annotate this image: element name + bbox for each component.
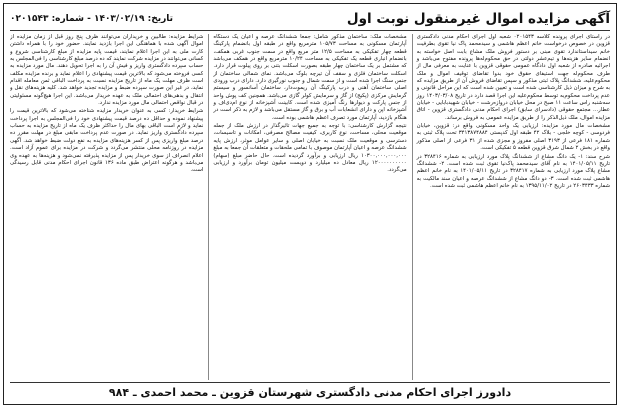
paragraph: شرح سند: ۱- یک دانگ مشاع از ششدانگ پلاک مورد ارزیابی به شماره ۳۲۸۴۱۶ در تاریخ ۱۴۰۱/۰۵/۱۱ به نام آقای سیدمحمد پاک‌نیا تقوی ثبت شده است. ۲- ششدانگ مشاع پلاک مورد ارزیابی به شماره ۳۲۸۴۱۷ در تاریخ ۱۴۰۱/۰۵/۱۱ به نام خانم اعظم هاشمی ثبت شده است. ۳- دو دانگ مشاع از ششدانگ عرصه و اعیان سند مالکیت به شماره ۲۶۰۳۴۳۳ در تاریخ ۱۳۹۵/۱۱/۰۲ به نام خانم اعظم هاشمی ثبت شده است. — [416, 153, 610, 189]
notice-body — [10, 34, 610, 380]
paragraph: نتیجه گزارش کارشناسی: با توجه به جمیع جهات تاثیرگذار در ارزش ملک از جمله موقعیت محلی، مساحت، نوع کاربری، کیفیت مصالح مصرفی، امکانات و تاسیسات، دسترسی و موقعیت ملک نسبت به خیابان اصلی و سایر عوامل موثر، ارزش پایه ششدانگ عرصه و اعیان آپارتمان موصوف با تمامی ملحقات و متعلقات آن جمعا به مبلغ ۱۰۳۰۰,۰۰۰,۰۰۰,۰۰۰ ریال ارزیابی و برآورد گردیده است. حال حاضر مبلغ (سهام) ۱۲۰۰۰۰۰۰۰۰۰۰ ریال معادل ده میلیارد و دویست میلیون تومان برآورد و ارزیابی می‌گردد. — [213, 123, 407, 174]
paragraph: شرایط خریدار: کسی به عنوان خریدار مزایده شناخته می‌شود که بالاترین قیمت را پیشنهاد نموده و حداقل ده درصد قیمت پیشنهادی خود را فی‌المجلس به اجرا پرداخت نماید و لازم است الباقی بهای مال را حداکثر ظرف یک ماه از تاریخ مزایده به حساب سپرده دادگستری واریز نماید. در صورت عدم پرداخت مابقی مبلغ در مهلت مقرر ده درصد مبلغ واریزی پس از کسر هزینه‌های مزایده به نفع دولت ضبط خواهد شد. آگهی مزایده در روزنامه محلی منتشر می‌گردد و شرکت در مزایده برای عموم آزاد است. اعلام انصراف از سوی خریدار پس از مزایده پذیرفته نمی‌شود و هزینه‌ها به عهده وی می‌باشد و هرگونه اعتراض طبق ماده ۱۳۶ قانون اجرای احکام مدنی قابل رسیدگی است. — [10, 108, 204, 174]
paragraph: مشخصات ملک: ساختمان مذکور شامل: جمعا ششدانگ عرصه و اعیان یک دستگاه آپارتمان مسکونی به مساحت ۱۰۵/۷۳ مترمربع واقع در طبقه اول بانضمام پارکینگ قطعه چهار تفکیکی به مساحت ۱۲/۵ متر مربع واقع در سمت جنوب غربی همکف، بانضمام انباری قطعه یک تفکیکی به مساحت ۱۰/۲۴ مترمربع واقع در همکف می‌باشد که مشتمل بر یک ساختمان چهار طبقه بصورت اسکلت بتنی بر روی پیلوت قرار دارد. اسکلت ساختمان فلزی و سقف آن تیرچه بلوک می‌باشد. نمای شمالی ساختمان از جنس سنگ اجرا شده است و از سمت شمال و جنوب نورگیری دارد. دارای درب ورودی اصلی ساختمان آهنی و درب پارکینگ آن ریموت‌دار، ساختمان آسانسور و سیستم گرمایش مرکزی (پکیج) از گاز و سرمایش کولر گازی می‌باشد. همچنین کف پوش واحد از جنس پارکت و دیوارها رنگ آمیزی شده است. کابینت آشپزخانه از نوع ام‌دی‌اف و آشپزخانه اپن و دارای انشعابات آب و برق و گاز مستقل می‌باشد و لازم به ذکر است در هنگام بازدید، آپارتمان مورد تصرف اعظم هاشمی بوده است. — [213, 34, 407, 121]
paragraph: شرایط مزایده: طالبین و خریداران می‌توانند ظرف پنج روز قبل از زمان مزایده از اموال آگهی شده با هماهنگی این اجرا بازدید نمایند. حضور خود را با همراه داشتن کارت ملی به این اجرا اعلام نمایند، قیمت پایه مزایده از مبلغ کارشناسی شروع و کسانی می‌توانند در مزایده شرکت نمایند که ده درصد مبلغ کارشناسی را فی‌المجلس به حساب سپرده دادگستری واریز و فیش آن را به اجرا تحویل دهند. مال مورد مزایده به کسی فروخته می‌شود که بالاترین قیمت پیشنهادی را اعلام نماید و برنده مزایده مکلف است ظرف مهلت یک ماه از تاریخ مزایده نسبت به پرداخت الباقی ثمن معامله اقدام نماید، در غیر این صورت سپرده ضبط و مزایده تجدید خواهد شد. کلیه هزینه‌های نقل و انتقال و بدهی‌های احتمالی ملک به عهده خریدار می‌باشد. این اجرا هیچ‌گونه مسئولیتی در قبال نواقص احتمالی مال مورد مزایده ندارد. — [10, 34, 204, 107]
column-right — [412, 34, 610, 380]
notice-header — [10, 8, 610, 31]
notice-date-number: تاریخ: ۱۴۰۳/۰۲/۱۹ - شماره: ۰۲۰۱۵۴۳ — [10, 14, 174, 24]
notice-footer: دادورز اجرای احکام مدنی دادگستری شهرستان قزوین ـ محمد احمدی ـ ۹۸۴ — [10, 382, 610, 401]
column-middle — [208, 34, 406, 380]
notice-title: آگهی مزایده اموال غیرمنقول نوبت اول — [346, 11, 610, 27]
column-left — [10, 34, 203, 380]
paragraph: مشخصات مال مورد مزایده: ارزیابی یک واحد مسکونی واقع در: قزوین، خیابان فردوسی - کوچه خلجی - بلاک ۴۲ طبقه اول کدپستی ۳۴۱۳۸۷۴۸۸۴ تحت پلاک ثبتی به شماره ۱۸۱ فرعی از ۳۱۹۳ اصلی مفروز و مجزی شده از ۳۱ فرعی از اصلی مذکور واقع در بخش ۲ شمال شرق قزوین قطعه ۵ تفکیکی است. — [416, 123, 610, 152]
paragraph: در راستای اجرای پرونده کلاسه ۰۲۰۱۵۴۳ شعبه اول اجرای احکام مدنی دادگستری قزوین در خصوص درخواست خانم اعظم هاشمی و سیدمحمد پاک نیا تقوی بطرفیت خانم سیداستاندارد تقوی مبنی بر دستور فروش ملک مشاع بابت اصل خواسته به انضمام سایر هزینه‌ها و تیم‌عشر دولتی در حق محکوم‌له‌ها پرونده مفتوح می‌باشد و اجرائیه صادره از شعبه اول دادگاه عمومی حقوقی قزوین با عنایت به معرفی مال از طرف محکوم‌له جهت استیفای حقوق خود بدوا تقاضای توقیف اموال و ملک محکوم‌علیه، ششدانگ پلاک ثبتی مذکور و سپس تقاضای فروش آن از طریق مزایده که به شرح و میزان ذیل کارشناسی شده است و تعیین شده است که این مراحل قانونی و عدم پرداخت محکوم‌به توسط محکوم‌علیه این اجرا قصد دارد در تاریخ ۱۴۰۳/۰۳/۰۸ روز سه‌شنبه راس ساعت ۱۱ صبح در محل خیابان دروازه‌رشت - خیابان شهیدبابایی - خیابان عطار... مجتمع حقوقی (دادسرای سابق) اجرای احکام مدنی دادگستری قزوین - اتاق مزایده اموال، ملک ذیل‌الذکر را از طریق مزایده عمومی به فروش برساند. — [416, 34, 610, 121]
notice-page — [3, 3, 617, 405]
